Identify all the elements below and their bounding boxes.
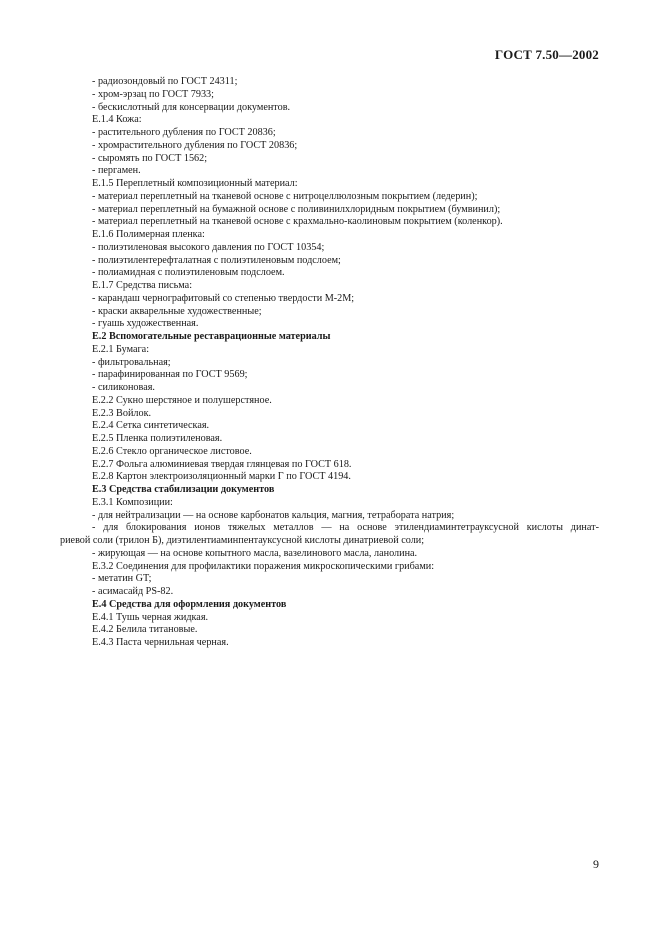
document-header: ГОСТ 7.50—2002 bbox=[494, 47, 599, 62]
list-item: - полиэтилентерефталатная с полиэтиленовым подслоем; bbox=[92, 254, 341, 266]
list-item: - материал переплетный на бумажной основе с поливинилхлоридным покрытием (бумвинил); bbox=[92, 203, 501, 215]
list-item: - сыромять по ГОСТ 1562; bbox=[92, 152, 208, 164]
list-item: - парафинированная по ГОСТ 9569; bbox=[92, 369, 248, 381]
section-heading: Е.3 Средства стабилизации документов bbox=[92, 484, 275, 495]
subsection-line: Е.2.7 Фольга алюминиевая твердая глянцевая по ГОСТ 618. bbox=[92, 458, 352, 470]
subsection-line: Е.2.8 Картон электроизоляционный марки Г по ГОСТ 4194. bbox=[92, 471, 351, 483]
subsection-line: Е.3.1 Композиции: bbox=[92, 496, 173, 508]
subsection-line: Е.1.7 Средства письма: bbox=[92, 280, 193, 291]
subsection-line: Е.2.6 Стекло органическое листовое. bbox=[92, 445, 252, 457]
subsection-line: Е.1.5 Переплетный композиционный материал: bbox=[92, 178, 298, 189]
list-item: - полиэтиленовая высокого давления по ГОСТ 10354; bbox=[92, 241, 325, 253]
list-item: - материал переплетный на тканевой основе с крахмально-каолиновым покрытием (коленкор). bbox=[92, 216, 503, 228]
list-item: - радиозондовый по ГОСТ 24311; bbox=[92, 76, 238, 87]
list-item: - гуашь художественная. bbox=[92, 318, 199, 330]
list-item: - метатин GT; bbox=[92, 573, 152, 585]
list-item: - жирующая — на основе копытного масла, вазелинового масла, ланолина. bbox=[92, 547, 418, 559]
list-item: - материал переплетный на тканевой основе с нитроцеллюлозным покрытием (ледерин); bbox=[92, 190, 478, 202]
subsection-line: Е.2.1 Бумага: bbox=[92, 343, 150, 355]
subsection-line: Е.2.3 Войлок. bbox=[92, 407, 152, 419]
list-item: - фильтровальная; bbox=[92, 356, 171, 368]
subsection-line: Е.2.4 Сетка синтетическая. bbox=[92, 420, 210, 432]
list-item: - для нейтрализации — на основе карбонатов кальция, магния, тетрабората натрия; bbox=[92, 509, 455, 521]
page-number: 9 bbox=[593, 857, 599, 871]
list-item: - краски акварельные художественные; bbox=[92, 305, 262, 317]
list-item: - карандаш чернографитовый со степенью твердости М-2М; bbox=[92, 292, 355, 304]
subsection-line: Е.3.2 Соединения для профилактики поражения микроскопическими грибами: bbox=[92, 560, 435, 572]
list-item: - силиконовая. bbox=[92, 382, 155, 393]
list-item: - бескислотный для консервации документов. bbox=[92, 101, 291, 113]
list-item: - полиамидная с полиэтиленовым подслоем. bbox=[92, 267, 285, 279]
list-item-continuation: риевой соли (трилон Б), диэтилентиаминпентауксусной кислоты динатриевой соли; bbox=[60, 535, 425, 546]
list-item: - асимасайд PS-82. bbox=[92, 586, 174, 597]
subsection-line: Е.4.2 Белила титановые. bbox=[92, 624, 198, 636]
subsection-line: Е.4.1 Тушь черная жидкая. bbox=[92, 611, 209, 623]
subsection-line: Е.2.5 Пленка полиэтиленовая. bbox=[92, 433, 223, 444]
subsection-line: Е.2.2 Сукно шерстяное и полушерстяное. bbox=[92, 394, 272, 406]
list-item: - хром-эрзац по ГОСТ 7933; bbox=[92, 88, 214, 100]
section-heading: Е.4 Средства для оформления документов bbox=[92, 598, 287, 610]
section-heading: Е.2 Вспомогательные реставрационные материалы bbox=[92, 331, 331, 342]
list-item: - хромрастительного дубления по ГОСТ 20836; bbox=[92, 139, 298, 151]
list-item: - пергамен. bbox=[92, 165, 141, 177]
document-body bbox=[60, 76, 599, 650]
subsection-line: Е.1.4 Кожа: bbox=[92, 114, 142, 126]
list-item: - растительного дубления по ГОСТ 20836; bbox=[92, 127, 276, 138]
subsection-line: Е.1.6 Полимерная пленка: bbox=[92, 229, 205, 240]
subsection-line: Е.4.3 Паста чернильная черная. bbox=[92, 637, 229, 648]
list-item: - для блокирования ионов тяжелых металлов — на основе этилендиаминтетрауксусной кислоты динат- bbox=[92, 522, 599, 534]
